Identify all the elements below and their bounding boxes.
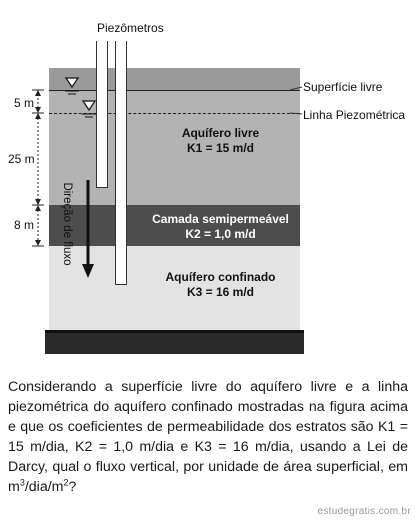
footer-watermark: estudegratis.com.br <box>317 506 411 517</box>
top-soil-band <box>49 68 300 90</box>
superficie-livre-line <box>49 90 300 91</box>
question-unit-mid: /dia/m <box>24 479 64 495</box>
direcao-fluxo-label: Direção de fluxo <box>61 182 73 266</box>
aquifero-livre-k: K1 = 15 m/d <box>186 141 255 155</box>
piezometro-2 <box>115 41 127 285</box>
linha-piezometrica-label: Linha Piezométrica <box>303 108 406 122</box>
piezometros-label: Piezômetros <box>97 21 164 35</box>
superficie-livre-label: Superfície livre <box>303 80 383 94</box>
question-sup-1: 3 <box>19 477 25 488</box>
question-text <box>8 377 408 497</box>
base-slab-edge <box>45 330 304 333</box>
linha-piezometrica-marker-icon <box>80 99 98 121</box>
aquifero-confinado-k: K3 = 16 m/d <box>186 285 255 299</box>
aquifero-livre-name: Aquífero livre <box>181 126 260 140</box>
aquifero-confinado-name: Aquífero confinado <box>165 270 276 284</box>
base-slab <box>45 330 304 354</box>
dimension-label-25m: 25 m <box>8 152 35 166</box>
dimension-label-5m: 5 m <box>14 96 35 110</box>
question-body: Considerando a superfície livre do aquífero livre e a linha piezométrica do aquífero confinado mostradas na figura acima e que os coeficientes de permeabilidade dos estratos são K1 = 15 m/dia, K2 = 1,0 m/dia e K3 = 16 m/dia, usando a Lei de Darcy, qual o fluxo vertical, por unidade de área superficial, em m <box>8 379 408 495</box>
dimension-label-8m: 8 m <box>14 218 35 232</box>
superficie-livre-marker-icon <box>63 76 81 98</box>
camada-semipermeavel-name: Camada semipermeável <box>152 212 289 226</box>
question-sup-2: 2 <box>63 477 69 488</box>
question-unit-end: ? <box>68 479 77 495</box>
direcao-fluxo-arrow-icon <box>80 180 96 280</box>
camada-semipermeavel-k: K2 = 1,0 m/d <box>185 227 256 241</box>
